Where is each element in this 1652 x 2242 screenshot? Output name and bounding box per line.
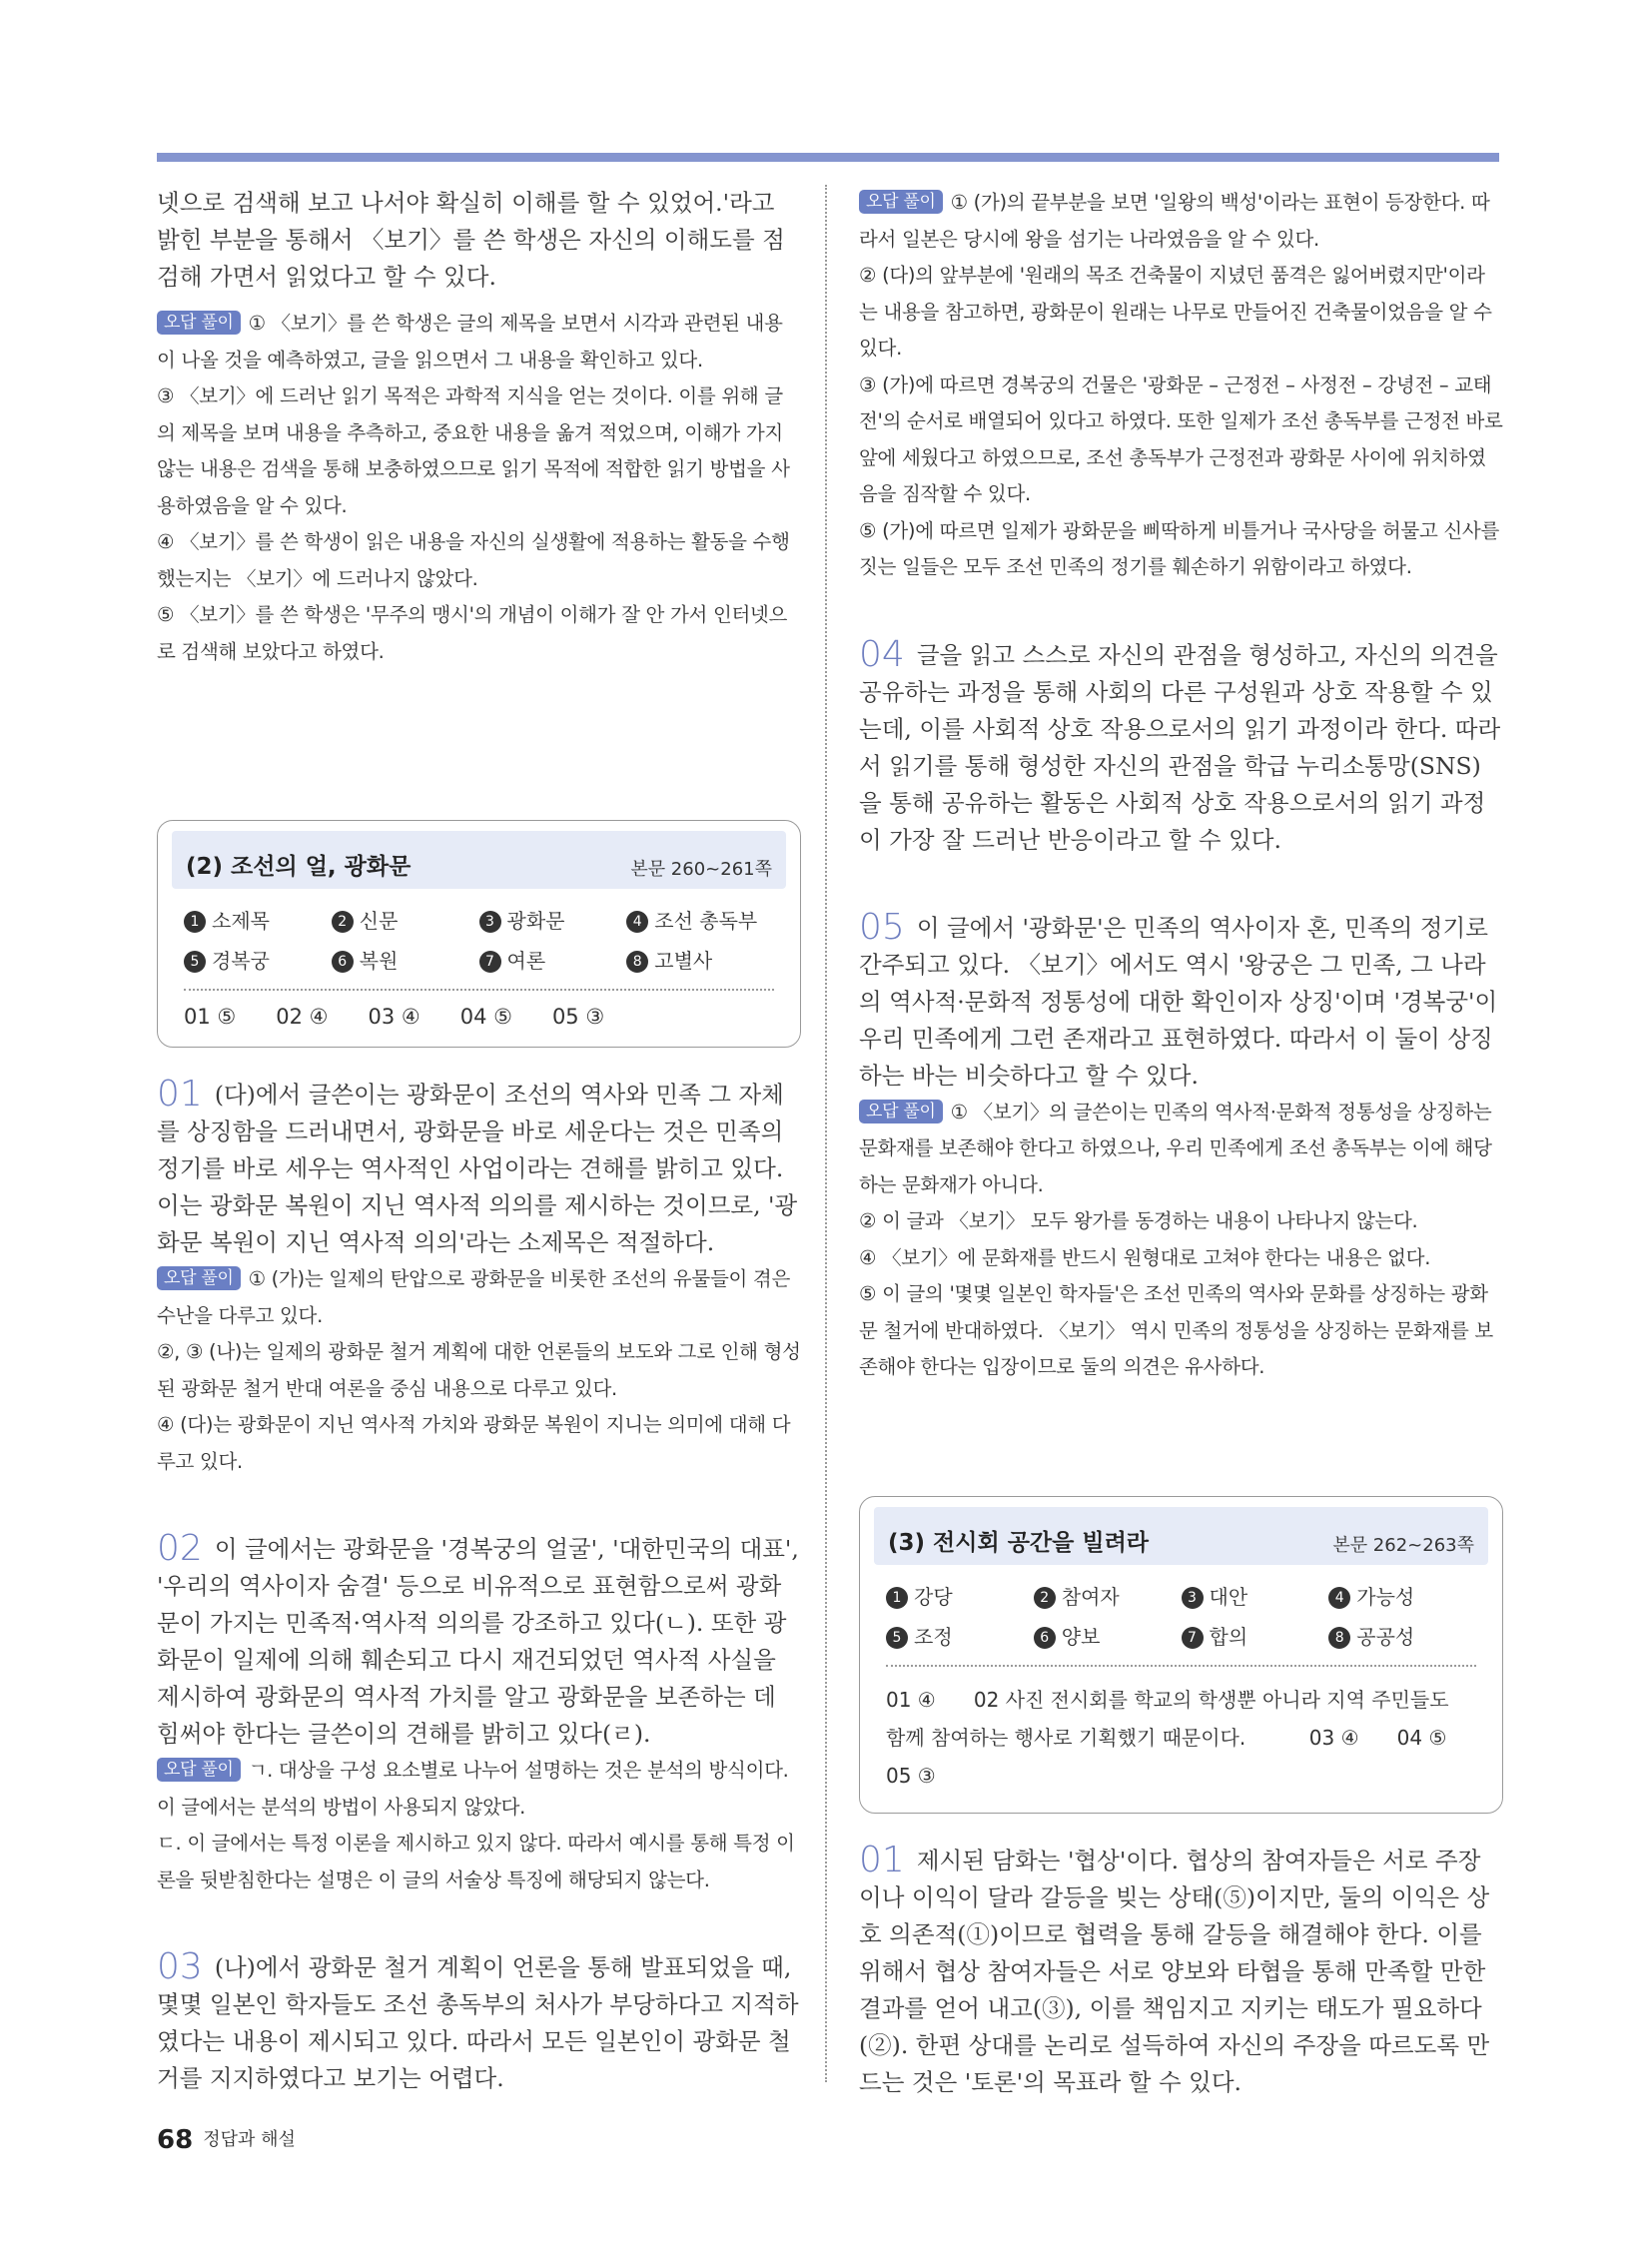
footer-label: 정답과 해설 bbox=[203, 2129, 296, 2150]
answer-item: 02 ④ bbox=[276, 1005, 329, 1029]
intro-paragraph: 넷으로 검색해 보고 나서야 확실히 이해를 할 수 있었어.'라고 밝힌 부분을 통해서 〈보기〉를 쓴 학생은 자신의 이해도를 점검해 가면서 읽었다고 할 수 있다. bbox=[157, 189, 785, 291]
wrong-answer-block: 오답 풀이 ① 〈보기〉를 쓴 학생은 글의 제목을 보면서 시각과 관련된 내용이 나올 것을 예측하였고, 글을 읽으면서 그 내용을 확인하고 있다. bbox=[157, 312, 783, 372]
wrong-answer-tag: 오답 풀이 bbox=[157, 311, 241, 335]
answer-item: 03 ④ bbox=[368, 1005, 420, 1029]
box-header bbox=[172, 831, 786, 889]
question-number: 03 bbox=[157, 1946, 203, 1987]
question-number: 01 bbox=[859, 1839, 905, 1880]
wrong-answer-block: 오답 풀이 ㄱ. 대상을 구성 요소별로 나누어 설명하는 것은 분석의 방식이다. 이 글에서는 분석의 방법이 사용되지 않았다. bbox=[157, 1759, 789, 1819]
keyword-grid bbox=[874, 1565, 1488, 1657]
keyword-item: 3 대안 bbox=[1182, 1577, 1329, 1617]
answer-summary-box bbox=[157, 820, 801, 1048]
wrong-answer-item: ②, ③ (나)는 일제의 광화문 철거 계획에 대한 언론들의 보도와 그로 인해 형성된 광화문 철거 반대 여론을 중심 내용으로 다루고 있다. bbox=[157, 1340, 801, 1400]
wrong-answer-item: ⑤ (가)에 따르면 일제가 광화문을 삐딱하게 비틀거나 국사당을 허물고 신사를 짓는 일들은 모두 조선 민족의 정기를 훼손하기 위함이라고 하였다. bbox=[859, 518, 1499, 578]
answer-line: 01 ④ 02 사진 전시회를 학교의 학생뿐 아니라 지역 주민들도 bbox=[886, 1687, 1449, 1712]
answer-item: 01 ⑤ bbox=[184, 1005, 237, 1029]
question-number: 01 bbox=[157, 1074, 203, 1115]
wrong-answer-item: ④ 〈보기〉에 문화재를 반드시 원형대로 고쳐야 한다는 내용은 없다. bbox=[859, 1245, 1431, 1269]
box-page-ref: 본문 262~263쪽 bbox=[1332, 1534, 1474, 1556]
wrong-answer-item: ③ (가)에 따르면 경복궁의 건물은 '광화문 – 근정전 – 사정전 – 강녕전 – 교태전'의 순서로 배열되어 있다고 하였다. 또한 일제가 조선 총독부를 근정전 바로 앞에 세웠다고 하였으므로, 조선 총독부가 근정전과 광화문 사이에 위치하였음을 짐작할 수 있다. bbox=[859, 373, 1503, 505]
wrong-answer-block: 오답 풀이 ① (가)의 끝부분을 보면 '일왕의 백성'이라는 표현이 등장한다. 따라서 일본은 당시에 왕을 섬기는 나라였음을 알 수 있다. bbox=[859, 191, 1490, 251]
keyword-item: 8 공공성 bbox=[1328, 1617, 1476, 1657]
keyword-item: 2 신문 bbox=[332, 901, 479, 941]
keyword-item: 4 가능성 bbox=[1328, 1577, 1476, 1617]
question-05-explanation: 05 이 글에서 '광화문'은 민족의 역사이자 혼, 민족의 정기로 간주되고 있다. 〈보기〉에서도 역시 '왕궁은 그 민족, 그 나라의 역사적·문화적 정통성에 대한 확인이자 상징'이며 '경복궁'이 우리 민족에게 그런 존재라고 표현하였다. 따라서 이 둘이 상징하는 바는 비슷하다고 할 수 있다. bbox=[859, 906, 1498, 1090]
question-03-explanation: 03 (나)에서 광화문 철거 계획이 언론을 통해 발표되었을 때, 몇몇 일본인 학자들도 조선 총독부의 처사가 부당하다고 지적하였다는 내용이 제시되고 있다. 따라서 모든 일본인이 광화문 철거를 지지하였다고 보기는 어렵다. bbox=[157, 1946, 799, 2092]
keyword-item: 8 고별사 bbox=[626, 941, 774, 981]
column-divider bbox=[825, 185, 827, 2082]
answer-row bbox=[172, 1005, 786, 1029]
question-01-explanation: 01 (다)에서 글쓴이는 광화문이 조선의 역사와 민족 그 자체를 상징함을 드러내면서, 광화문을 바로 세운다는 것은 민족의 정기를 바로 세우는 역사적인 사업이라는 견해를 밝히고 있다. 이는 광화문 복원이 지닌 역사적 의의를 제시하는 것이므로, '광화문 복원이 지닌 역사적 의의'라는 소제목은 적절하다. bbox=[157, 1074, 798, 1256]
answer-line: 05 ③ bbox=[886, 1763, 936, 1788]
left-column bbox=[157, 185, 801, 2097]
keyword-item: 6 양보 bbox=[1034, 1617, 1182, 1657]
box-page-ref: 본문 260~261쪽 bbox=[630, 859, 772, 880]
question-02-explanation: 02 이 글에서는 광화문을 '경복궁의 얼굴', '대한민국의 대표', '우리의 역사이자 숨결' 등으로 비유적으로 표현함으로써 광화문이 가지는 민족적·역사적 의의를 강조하고 있다(ㄴ). 또한 광화문이 일제에 의해 훼손되고 다시 재건되었던 역사적 사실을 제시하여 광화문의 역사적 가치를 알고 광화문을 보존하는 데 힘써야 한다는 글쓴이의 견해를 밝히고 있다(ㄹ). bbox=[157, 1528, 799, 1748]
box-title: (2) 조선의 얼, 광화문 bbox=[186, 854, 412, 880]
question-number: 02 bbox=[157, 1528, 203, 1569]
keyword-item: 1 강당 bbox=[886, 1577, 1034, 1617]
dotted-separator bbox=[886, 1665, 1476, 1667]
question-01-explanation: 01 제시된 담화는 '협상'이다. 협상의 참여자들은 서로 주장이나 이익이 달라 갈등을 빚는 상태(⑤)이지만, 둘의 이익은 상호 의존적(①)이므로 협력을 통해 갈등을 해결해야 한다. 이를 위해서 협상 참여자들은 서로 양보와 타협을 통해 만족할 만한 결과를 얻어 내고(③), 이를 책임지고 지키는 태도가 필요하다(②). 한편 상대를 논리로 설득하여 자신의 주장을 따르도록 만드는 것은 '토론'의 목표라 할 수 있다. bbox=[859, 1839, 1490, 2096]
question-number: 05 bbox=[859, 906, 905, 948]
wrong-answer-tag: 오답 풀이 bbox=[859, 1100, 943, 1123]
answer-line: 함께 참여하는 행사로 기획했기 때문이다. 03 ④ 04 ⑤ bbox=[886, 1725, 1447, 1750]
answer-item: 04 ⑤ bbox=[459, 1005, 512, 1029]
right-column bbox=[859, 185, 1503, 2101]
keyword-item: 7 여론 bbox=[479, 941, 627, 981]
wrong-answer-block: 오답 풀이 ① (가)는 일제의 탄압으로 광화문을 비롯한 조선의 유물들이 겪은 수난을 다루고 있다. bbox=[157, 1267, 791, 1327]
keyword-item: 4 조선 총독부 bbox=[626, 901, 774, 941]
top-accent-bar bbox=[157, 153, 1499, 162]
dotted-separator bbox=[184, 989, 774, 991]
wrong-answer-item: ⑤ 이 글의 '몇몇 일본인 학자들'은 조선 민족의 역사와 문화를 상징하는 광화문 철거에 반대하였다. 〈보기〉 역시 민족의 정통성을 상징하는 문화재를 보존해야 한다는 입장이므로 둘의 의견은 유사하다. bbox=[859, 1282, 1493, 1378]
keyword-item: 5 조정 bbox=[886, 1617, 1034, 1657]
wrong-answer-item: ④ 〈보기〉를 쓴 학생이 읽은 내용을 자신의 실생활에 적용하는 활동을 수행했는지는 〈보기〉에 드러나지 않았다. bbox=[157, 530, 790, 590]
keyword-item: 5 경복궁 bbox=[184, 941, 332, 981]
wrong-answer-item: ② (다)의 앞부분에 '원래의 목조 건축물이 지녔던 품격은 잃어버렸지만'이라는 내용을 참고하면, 광화문이 원래는 나무로 만들어진 건축물이었음을 알 수 있다. bbox=[859, 264, 1492, 360]
keyword-grid bbox=[172, 889, 786, 981]
box-header bbox=[874, 1507, 1488, 1565]
wrong-answer-block: 오답 풀이 ① 〈보기〉의 글쓴이는 민족의 역사적·문화적 정통성을 상징하는 문화재를 보존해야 한다고 하였으나, 우리 민족에게 조선 총독부는 이에 해당하는 문화재가 아니다. bbox=[859, 1100, 1492, 1196]
keyword-item: 1 소제목 bbox=[184, 901, 332, 941]
wrong-answer-tag: 오답 풀이 bbox=[157, 1758, 241, 1782]
wrong-answer-item: ④ (다)는 광화문이 지닌 역사적 가치와 광화문 복원이 지니는 의미에 대해 다루고 있다. bbox=[157, 1413, 791, 1473]
page-number: 68 bbox=[157, 2125, 194, 2155]
box-title: (3) 전시회 공간을 빌려라 bbox=[888, 1529, 1150, 1556]
question-number: 04 bbox=[859, 633, 905, 675]
answer-item: 05 ③ bbox=[551, 1005, 605, 1029]
keyword-item: 2 참여자 bbox=[1034, 1577, 1182, 1617]
wrong-answer-item: ③ 〈보기〉에 드러난 읽기 목적은 과학적 지식을 얻는 것이다. 이를 위해 글의 제목을 보며 내용을 추측하고, 중요한 내용을 옮겨 적었으며, 이해가 가지 않는 내용은 검색을 통해 보충하였으므로 읽기 목적에 적합한 읽기 방법을 사용하였음을 알 수 있다. bbox=[157, 384, 790, 517]
wrong-answer-item: ⑤ 〈보기〉를 쓴 학생은 '무주의 맹시'의 개념이 이해가 잘 안 가서 인터넷으로 검색해 보았다고 하였다. bbox=[157, 603, 788, 663]
wrong-answer-item: ㄷ. 이 글에서는 특정 이론을 제시하고 있지 않다. 따라서 예시를 통해 특정 이론을 뒷받침한다는 설명은 이 글의 서술상 특징에 해당되지 않는다. bbox=[157, 1832, 795, 1891]
keyword-item: 7 합의 bbox=[1182, 1617, 1329, 1657]
wrong-answer-tag: 오답 풀이 bbox=[157, 1266, 241, 1290]
wrong-answer-tag: 오답 풀이 bbox=[859, 190, 943, 214]
answer-summary-box bbox=[859, 1496, 1503, 1814]
keyword-item: 6 복원 bbox=[332, 941, 479, 981]
question-04-explanation: 04 글을 읽고 스스로 자신의 관점을 형성하고, 자신의 의견을 공유하는 과정을 통해 사회의 다른 구성원과 상호 작용할 수 있는데, 이를 사회적 상호 작용으로서의 읽기 과정이라 한다. 따라서 읽기를 통해 형성한 자신의 관점을 학급 누리소통망(SNS)을 통해 공유하는 활동은 사회적 상호 작용으로서의 읽기 과정이 가장 잘 드러난 반응이라고 할 수 있다. bbox=[859, 633, 1501, 854]
page-footer bbox=[157, 2125, 296, 2155]
wrong-answer-item: ② 이 글과 〈보기〉 모두 왕가를 동경하는 내용이 나타나지 않는다. bbox=[859, 1209, 1418, 1232]
keyword-item: 3 광화문 bbox=[479, 901, 627, 941]
